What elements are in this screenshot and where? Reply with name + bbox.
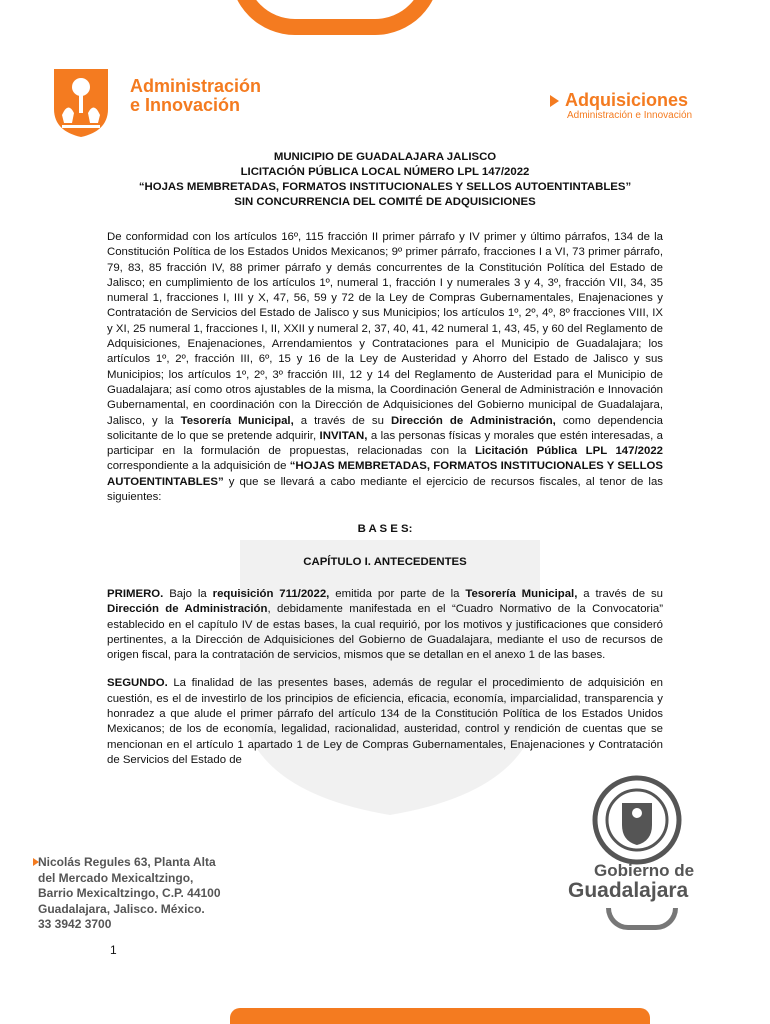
document-body	[107, 230, 663, 768]
address-line: Nicolás Regules 63, Planta Alta	[38, 855, 216, 869]
header-line-1: MUNICIPIO DE GUADALAJARA JALISCO	[273, 151, 497, 163]
intro-bold-4: Licitación Pública LPL 147/2022	[474, 445, 663, 458]
primero-bold-3: Dirección de Administración	[107, 603, 268, 616]
logo-line-1: Administración	[130, 76, 262, 96]
segundo-label: SEGUNDO.	[107, 677, 168, 690]
intro-text-6: y que se llevará a cabo mediante el ejercicio de recursos fiscales, al tenor de las siguientes:	[107, 475, 663, 504]
address-phone: 33 3942 3700	[38, 917, 112, 931]
intro-text-1: De conformidad con los artículos 16º, 115 fracción II primer párrafo y IV primer y último párrafos, 134 de la Constitución Política de los Estados Unidos Mexicanos; 9º primer párrafo, fracciones I a VI, 73 primer párrafo, 79, 83, 85 fracción IV, 88 primer párrafo y demás concurrentes de la Constitución Política del Estado de Jalisco; en cumplimiento de los artículos 1º, numeral 1, fracción I y numerales 3 y 4, 3º, fracción VII, 34, 35 numeral 1, fracciones I, III y X, 47, 56, 59 y 72 de la Ley de Compras Gubernamentales, Enajenaciones y Contratación de Servicios del Estado de Jalisco y sus Municipios; los artículos 1º, 2º, 4º, 8º fracciones VIII, IX y XI, 25 numeral 1, fracciones I, II, XXII y numeral 2, 37, 40, 41, 42 numeral 1, 43, 45, y 60 del Reglamento de Adquisiciones, Enajenaciones, Arrendamientos y Contrataciones para el Municipio de Guadalajara; los artículos 1º, 2º, fracción III, 6º, 15 y 16 de la Ley de Austeridad y Ahorro del Estado de Jalisco y sus Municipios; los artículos 1º, 2º, 3º fracción III, 12 y 14 del Reglamento de Austeridad para el Municipio de Guadalajara; así como otros ajustables de la misma, la Coordinación General de Administración e Innovación Gubernamental, en coordinación con la Dirección de Adquisiciones del Gobierno municipal de Guadalajara, Jalisco, y la	[107, 231, 663, 427]
gov-line-1: Gobierno de	[594, 861, 695, 880]
address-line: Barrio Mexicaltzingo, C.P. 44100	[38, 886, 221, 900]
intro-text-2: a través de su	[293, 414, 391, 427]
address-triangle-icon	[33, 858, 39, 866]
primero-label: PRIMERO.	[107, 587, 164, 600]
smile-arc-icon	[606, 908, 678, 930]
gov-line-2: Guadalajara	[568, 879, 689, 902]
adquisiciones-name: Adquisiciones	[565, 90, 689, 110]
intro-bold-2: Dirección de Administración,	[390, 414, 556, 427]
header-line-3: “HOJAS MEMBRETADAS, FORMATOS INSTITUCIONALES Y SELLOS AUTOENTINTABLES”	[138, 181, 632, 193]
primero-bold-2: Tesorería Municipal,	[465, 587, 578, 600]
triangle-icon	[550, 95, 559, 107]
shield-icon	[50, 65, 112, 139]
bottom-decorative-bar	[230, 1008, 650, 1024]
logo-line-2: e Innovación	[130, 95, 241, 115]
document-header	[107, 150, 663, 210]
intro-bold-1: Tesorería Municipal,	[180, 414, 294, 427]
gobierno-guadalajara-logo	[568, 862, 694, 930]
bases-title: B A S E S:	[357, 523, 413, 536]
intro-bold-3: INVITAN,	[319, 429, 368, 442]
primero-text-3: a través de su	[577, 587, 663, 600]
primero-text-4: , debidamente manifestada en el “Cuadro Normativo de la Convocatoria” establecido en el capítulo IV de estas bases, la cual requirió, por los motivos y justificaciones que consideró pertinentes, a la Dirección de Adquisiciones del Gobierno de Guadalajara, mediante el uso de recursos de origen fiscal, para la contratación de servicios, mismos que se detallan en el anexo 1 de las bases.	[107, 603, 663, 662]
header-line-4: SIN CONCURRENCIA DEL COMITÉ DE ADQUISICIONES	[234, 196, 536, 208]
top-decorative-arc	[230, 0, 440, 35]
intro-text-3: como dependencia solicitante de lo que se pretende adquirir,	[107, 414, 663, 442]
guadalajara-seal-icon	[592, 775, 682, 865]
address-line: Guadalajara, Jalisco. México.	[38, 901, 205, 916]
primero-bold-1: requisición 711/2022,	[212, 587, 330, 600]
adquisiciones-subtitle: Administración e Innovación	[567, 110, 693, 121]
segundo-paragraph	[107, 676, 663, 768]
segundo-text: La finalidad de las presentes bases, además de regular el procedimiento de adquisición en cuestión, es el de investirlo de los principios de eficiencia, eficacia, economía, imparcialidad, transparencia y honradez a que alude el primer párrafo del artículo 134 de la Constitución Política de los Estados Unidos Mexicanos; de los de economía, legalidad, racionalidad, austeridad, control y rendición de cuentas que se mencionan en el artículo 1 apartado 1 de Ley de Compras Gubernamentales, Enajenaciones y Contratación de Servicios del Estado de	[107, 677, 663, 766]
primero-text-2: emitida por parte de la	[329, 587, 466, 600]
intro-text-4: a las personas físicas y morales que estén interesadas, a participar en la formulación de propuestas, relacionadas con la	[107, 429, 663, 458]
logo-title	[130, 77, 261, 115]
footer-address	[38, 855, 221, 933]
header-line-2: LICITACIÓN PÚBLICA LOCAL NÚMERO LPL 147/2022	[240, 166, 530, 178]
intro-paragraph	[107, 230, 663, 505]
primero-text-1: Bajo la	[163, 587, 213, 600]
intro-bold-5: “HOJAS MEMBRETADAS, FORMATOS INSTITUCIONALES Y SELLOS AUTOENTINTABLES”	[107, 460, 663, 488]
address-line: del Mercado Mexicaltzingo,	[38, 870, 194, 885]
chapter-title: CAPÍTULO I. ANTECEDENTES	[303, 555, 467, 568]
primero-paragraph	[107, 587, 663, 663]
page-number: 1	[110, 943, 117, 957]
intro-text-5: correspondiente a la adquisición de	[107, 460, 290, 473]
